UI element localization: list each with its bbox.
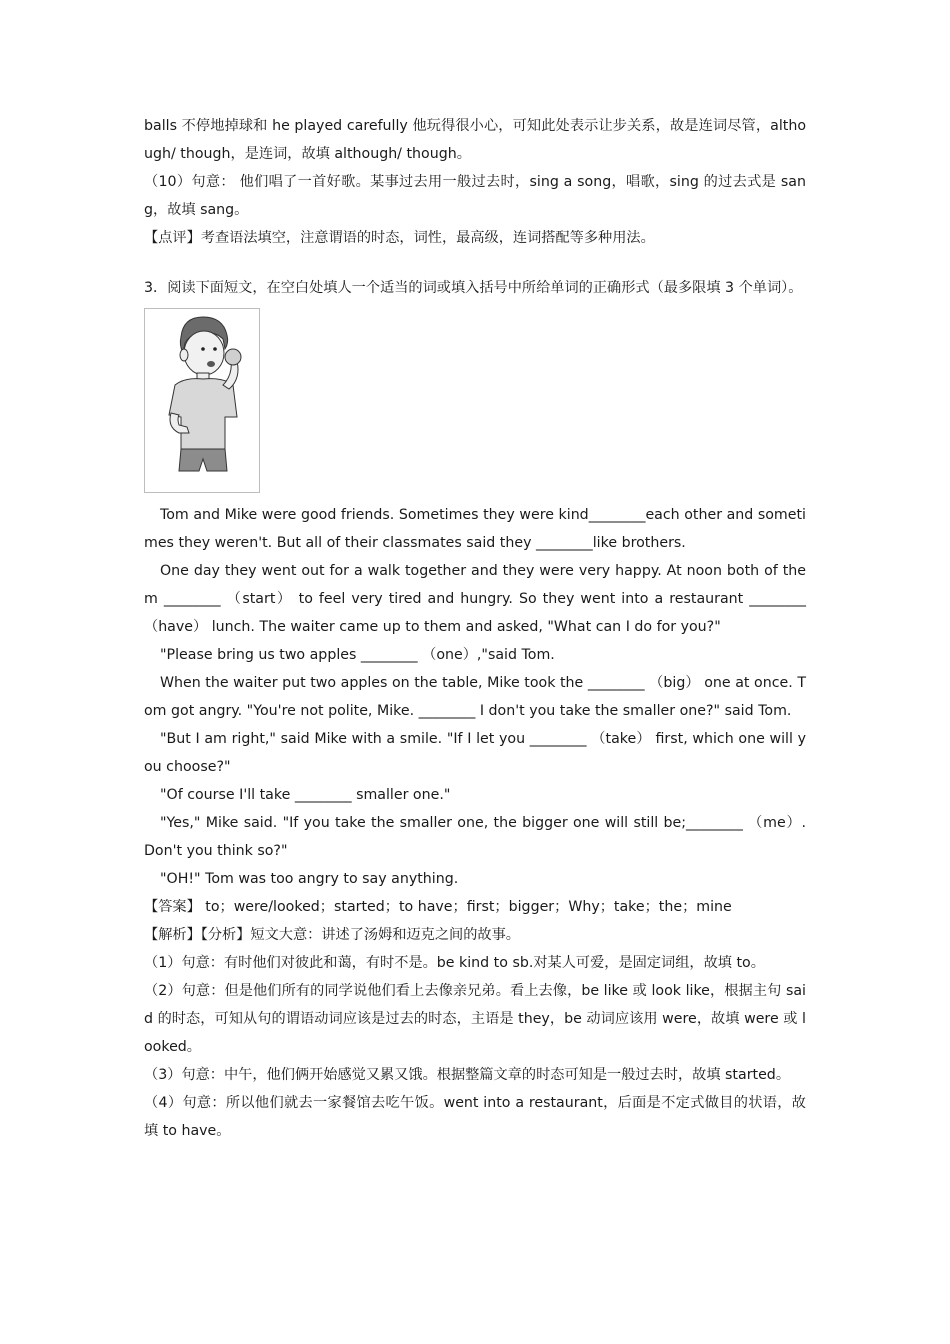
document-page [144,112,806,1145]
analysis-paragraph: （2）句意：但是他们所有的同学说他们看上去像亲兄弟。看上去像，be like 或 look like，根据主句 said 的时态，可知从句的谓语动词应该是过去的时态，主语是 they，be 动词应该用 were，故填 were 或 looked。 [144,983,806,1055]
question-3: 3．阅读下面短文，在空白处填人一个适当的词或填入括号中所给单词的正确形式（最多限填 3 个单词）。 [144,280,803,296]
analysis-paragraph: （4）句意：所以他们就去一家餐馆去吃午饭。went into a restaurant，后面是不定式做目的状语，故填 to have。 [144,1095,806,1139]
boy-eating-apple-illustration [144,308,260,493]
passage-paragraph: When the waiter put two apples on the table, Mike took the ________ （big） one at once. Tom got angry. "You're not polite, Mike. ________ I don't you take the smaller one?" said Tom. [144,675,806,719]
spacer [144,252,806,274]
comment-paragraph: 【点评】考查语法填空，注意谓语的时态，词性，最高级，连词搭配等多种用法。 [144,230,655,246]
text-paragraph: balls 不停地掉球和 he played carefully 他玩得很小心，可知此处表示让步关系，故是连词尽管，although/ though，是连词，故填 although/ though。 [144,118,806,162]
text-paragraph: （10）句意： 他们唱了一首好歌。某事过去用一般过去时，sing a song，唱歌，sing 的过去式是 sang，故填 sang。 [144,174,806,218]
passage-paragraph: "But I am right," said Mike with a smile. "If I let you ________ （take） first, which one will you choose?" [144,731,806,775]
passage-paragraph: "Of course I'll take ________ smaller one." [160,787,451,803]
analysis-paragraph: （1）句意：有时他们对彼此和蔼，有时不是。be kind to sb.对某人可爱，是固定词组，故填 to。 [144,955,765,971]
passage-paragraph: Tom and Mike were good friends. Sometimes they were kind________each other and sometimes they weren't. But all of their classmates said they ________like brothers. [144,507,806,551]
analysis-paragraph: 【解析】【分析】短文大意：讲述了汤姆和迈克之间的故事。 [144,927,520,943]
boy-illustration-svg [145,309,259,492]
passage-paragraph: One day they went out for a walk together and they were very happy. At noon both of them ________ （start） to feel very tired and hungry. So they went into a restaurant ________ （have） lunch. The waiter came up to them and asked, "What can I do for you?" [144,563,806,635]
analysis-paragraph: （3）句意：中午，他们俩开始感觉又累又饿。根据整篇文章的时态可知是一般过去时，故填 started。 [144,1067,791,1083]
answer-paragraph: 【答案】 to；were/looked；started；to have；first；bigger；Why；take；the；mine [144,899,732,915]
passage-paragraph: "Please bring us two apples ________ （one）,"said Tom. [160,647,555,663]
passage-paragraph: "Yes," Mike said. "If you take the smaller one, the bigger one will still be;________ （me）. Don't you think so?" [144,815,806,859]
passage-paragraph: "OH!" Tom was too angry to say anything. [160,871,459,887]
